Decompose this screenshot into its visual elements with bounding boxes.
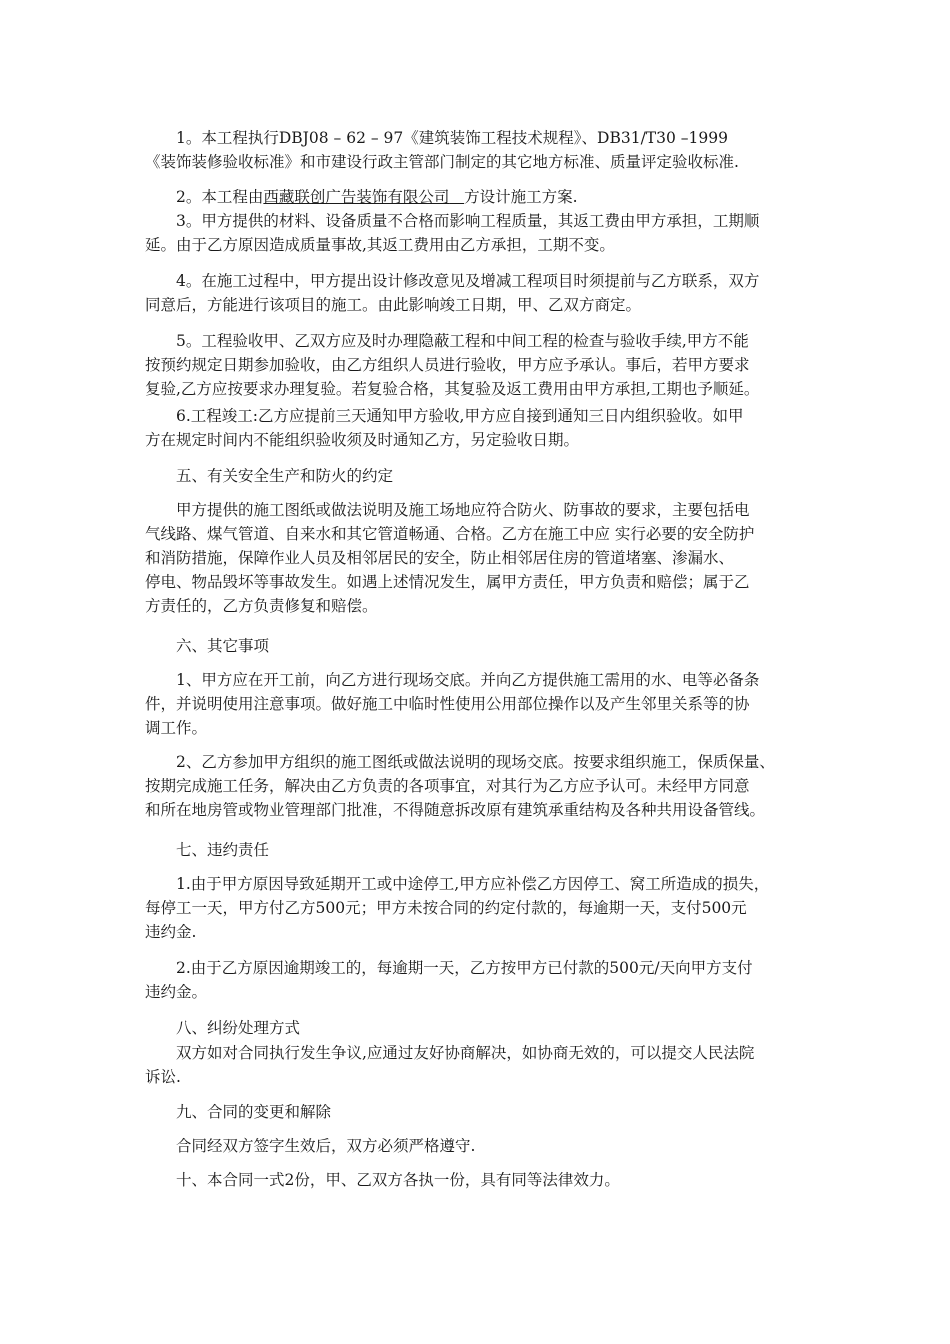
breach-item-1 [145,872,820,944]
text-line: 2.由于乙方原因逾期竣工的，每逾期一天，乙方按甲方已付款的500元/天向甲方支付 [176,959,753,977]
text-line: 气线路、煤气管道、自来水和其它管道畅通、合格。乙方在施工中应 实行必要的安全防护 [145,525,755,543]
text-line: 5。工程验收甲、乙双方应及时办理隐蔽工程和中间工程的检查与验收手续,甲方不能 [176,332,749,350]
text-line: 2、乙方参加甲方组织的施工图纸或做法说明的现场交底。按要求组织施工，保质保量、 [176,753,775,771]
text-line: 方责任的，乙方负责修复和赔偿。 [145,597,378,615]
text-line: 和所在地房管或物业管理部门批准，不得随意拆改原有建筑承重结构及各种共用设备管线。 [145,801,766,819]
text-line: 1、甲方应在开工前，向乙方进行现场交底。并向乙方提供施工需用的水、电等必备条 [176,671,760,689]
text-line [145,185,820,209]
text-line: 双方如对合同执行发生争议,应通过友好协商解决，如协商无效的，可以提交人民法院 [176,1044,755,1062]
section-heading: 八、纠纷处理方式 [176,1019,301,1037]
safety-paragraph [145,498,820,618]
text-line: 6.工程竣工:乙方应提前三天通知甲方验收,甲方应自接到通知三日内组织验收。如甲 [176,407,744,425]
clause-6-completion [145,404,820,452]
text-line: 3。甲方提供的材料、设备质量不合格而影响工程质量，其返工费由甲方承担，工期顺 [176,212,760,230]
breach-item-2 [145,956,820,1004]
text-line: 合同经双方签字生效后，双方必须严格遵守. [176,1137,476,1155]
text-line: 每停工一天，甲方付乙方500元；甲方未按合同的约定付款的，每逾期一天，支付500元 [145,899,747,917]
text-line: 同意后，方能进行该项目的施工。由此影响竣工日期，甲、乙双方商定。 [145,296,642,314]
section-8-heading [145,1016,820,1040]
designer-company-name: 西藏联创广告装饰有限公司 [263,188,450,206]
text-line: 4。在施工过程中，甲方提出设计修改意见及增减工程项目时须提前与乙方联系，双方 [176,272,760,290]
text-line: 违约金. [145,923,197,941]
text-line: 1。本工程执行DBJ08 – 62 – 97《建筑装饰工程技术规程》、DB31/T30 –1999 [176,129,728,147]
clause-2-design [145,185,820,209]
other-item-1 [145,668,820,740]
text-line: 延。由于乙方原因造成质量事故,其返工费用由乙方承担，工期不变。 [145,236,615,254]
section-heading: 七、违约责任 [176,841,270,859]
section-heading: 六、其它事项 [176,637,270,655]
change-paragraph [145,1134,820,1158]
section-9-heading [145,1100,820,1124]
section-7-heading [145,838,820,862]
clause-1-standards [145,126,820,174]
text-line: 件，并说明使用注意事项。做好施工中临时性使用公用部位操作以及产生邻里关系等的协 [145,695,750,713]
clause-2-suffix: 方设计施工方案. [464,188,578,206]
text-line: 甲方提供的施工图纸或做法说明及施工场地应符合防火、防事故的要求，主要包括电 [176,501,750,519]
clause-3-materials [145,209,820,257]
section-heading: 五、有关安全生产和防火的约定 [176,467,394,485]
text-line: 违约金。 [145,983,208,1001]
text-line: 1.由于甲方原因导致延期开工或中途停工,甲方应补偿乙方因停工、窝工所造成的损失， [176,875,770,893]
clause-5-acceptance [145,329,820,401]
text-line: 方在规定时间内不能组织验收须及时通知乙方，另定验收日期。 [145,431,580,449]
section-heading: 九、合同的变更和解除 [176,1103,332,1121]
text-line: 调工作。 [145,719,208,737]
underline-blank [449,188,464,206]
other-item-2 [145,750,820,822]
text-line: 和消防措施，保障作业人员及相邻居民的安全，防止相邻居住房的管道堵塞、渗漏水、 [145,549,735,567]
section-10-copies [145,1168,820,1192]
section-6-heading [145,634,820,658]
section-5-heading [145,464,820,488]
text-line: 复验,乙方应按要求办理复验。若复验合格，其复验及返工费用由甲方承担,工期也予顺延。 [145,380,760,398]
text-line: 按预约规定日期参加验收，由乙方组织人员进行验收，甲方应予承认。事后，若甲方要求 [145,356,750,374]
text-line: 停电、物品毁坏等事故发生。如遇上述情况发生，属甲方责任，甲方负责和赔偿；属于乙 [145,573,750,591]
text-line: 《装饰装修验收标准》和市建设行政主管部门制定的其它地方标准、质量评定验收标准. [145,153,739,171]
text-line: 按期完成施工任务，解决由乙方负责的各项事宜，对其行为乙方应予认可。未经甲方同意 [145,777,750,795]
clause-2-prefix: 2。本工程由 [176,188,264,206]
text-line: 诉讼. [145,1068,181,1086]
text-line: 十、本合同一式2份，甲、乙双方各执一份，具有同等法律效力。 [176,1171,620,1189]
clause-4-modifications [145,269,820,317]
dispute-paragraph [145,1041,820,1089]
